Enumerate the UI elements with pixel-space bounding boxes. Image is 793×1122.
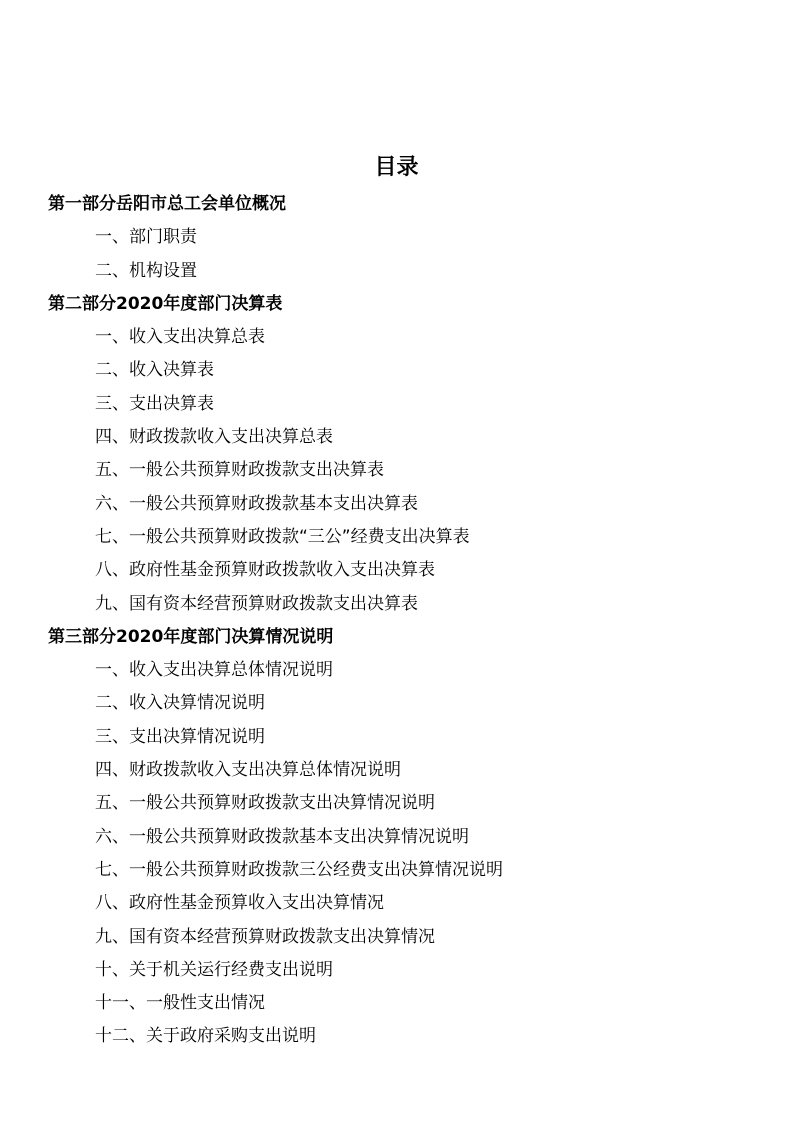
toc-section-3[interactable]: 第三部分2020年度部门决算情况说明 [48, 626, 334, 647]
toc-item[interactable]: 八、政府性基金预算财政拨款收入支出决算表 [95, 560, 435, 581]
toc-item[interactable]: 七、一般公共预算财政拨款三公经费支出决算情况说明 [95, 859, 503, 880]
toc-item[interactable]: 六、一般公共预算财政拨款基本支出决算表 [95, 493, 418, 514]
toc-item[interactable]: 四、财政拨款收入支出决算总体情况说明 [95, 760, 401, 781]
toc-item[interactable]: 二、收入决算表 [95, 360, 214, 381]
toc-item[interactable]: 三、支出决算表 [95, 393, 214, 414]
toc-item[interactable]: 一、收入支出决算总表 [95, 327, 265, 348]
toc-item[interactable]: 五、一般公共预算财政拨款支出决算情况说明 [95, 793, 435, 814]
toc-item[interactable]: 二、收入决算情况说明 [95, 693, 265, 714]
toc-item[interactable]: 一、部门职责 [95, 227, 197, 248]
page-title: 目录 [374, 155, 419, 180]
toc-item[interactable]: 十、关于机关运行经费支出说明 [95, 959, 333, 980]
toc-item[interactable]: 三、支出决算情况说明 [95, 726, 265, 747]
toc-item[interactable]: 十二、关于政府采购支出说明 [95, 1026, 316, 1047]
toc-item[interactable]: 十一、一般性支出情况 [95, 993, 265, 1014]
toc-item[interactable]: 二、机构设置 [95, 260, 197, 281]
toc-item[interactable]: 七、一般公共预算财政拨款“三公”经费支出决算表 [95, 526, 470, 547]
toc-item[interactable]: 五、一般公共预算财政拨款支出决算表 [95, 460, 384, 481]
toc-section-2[interactable]: 第二部分2020年度部门决算表 [48, 293, 283, 314]
toc-section-1[interactable]: 第一部分岳阳市总工会单位概况 [48, 194, 286, 214]
table-of-contents [0, 188, 793, 1054]
toc-item[interactable]: 一、收入支出决算总体情况说明 [95, 660, 333, 681]
toc-item[interactable]: 四、财政拨款收入支出决算总表 [95, 427, 333, 448]
toc-item[interactable]: 八、政府性基金预算收入支出决算情况 [95, 893, 384, 914]
toc-item[interactable]: 九、国有资本经营预算财政拨款支出决算表 [95, 593, 418, 614]
toc-item[interactable]: 六、一般公共预算财政拨款基本支出决算情况说明 [95, 826, 469, 847]
toc-item[interactable]: 九、国有资本经营预算财政拨款支出决算情况 [95, 926, 435, 947]
